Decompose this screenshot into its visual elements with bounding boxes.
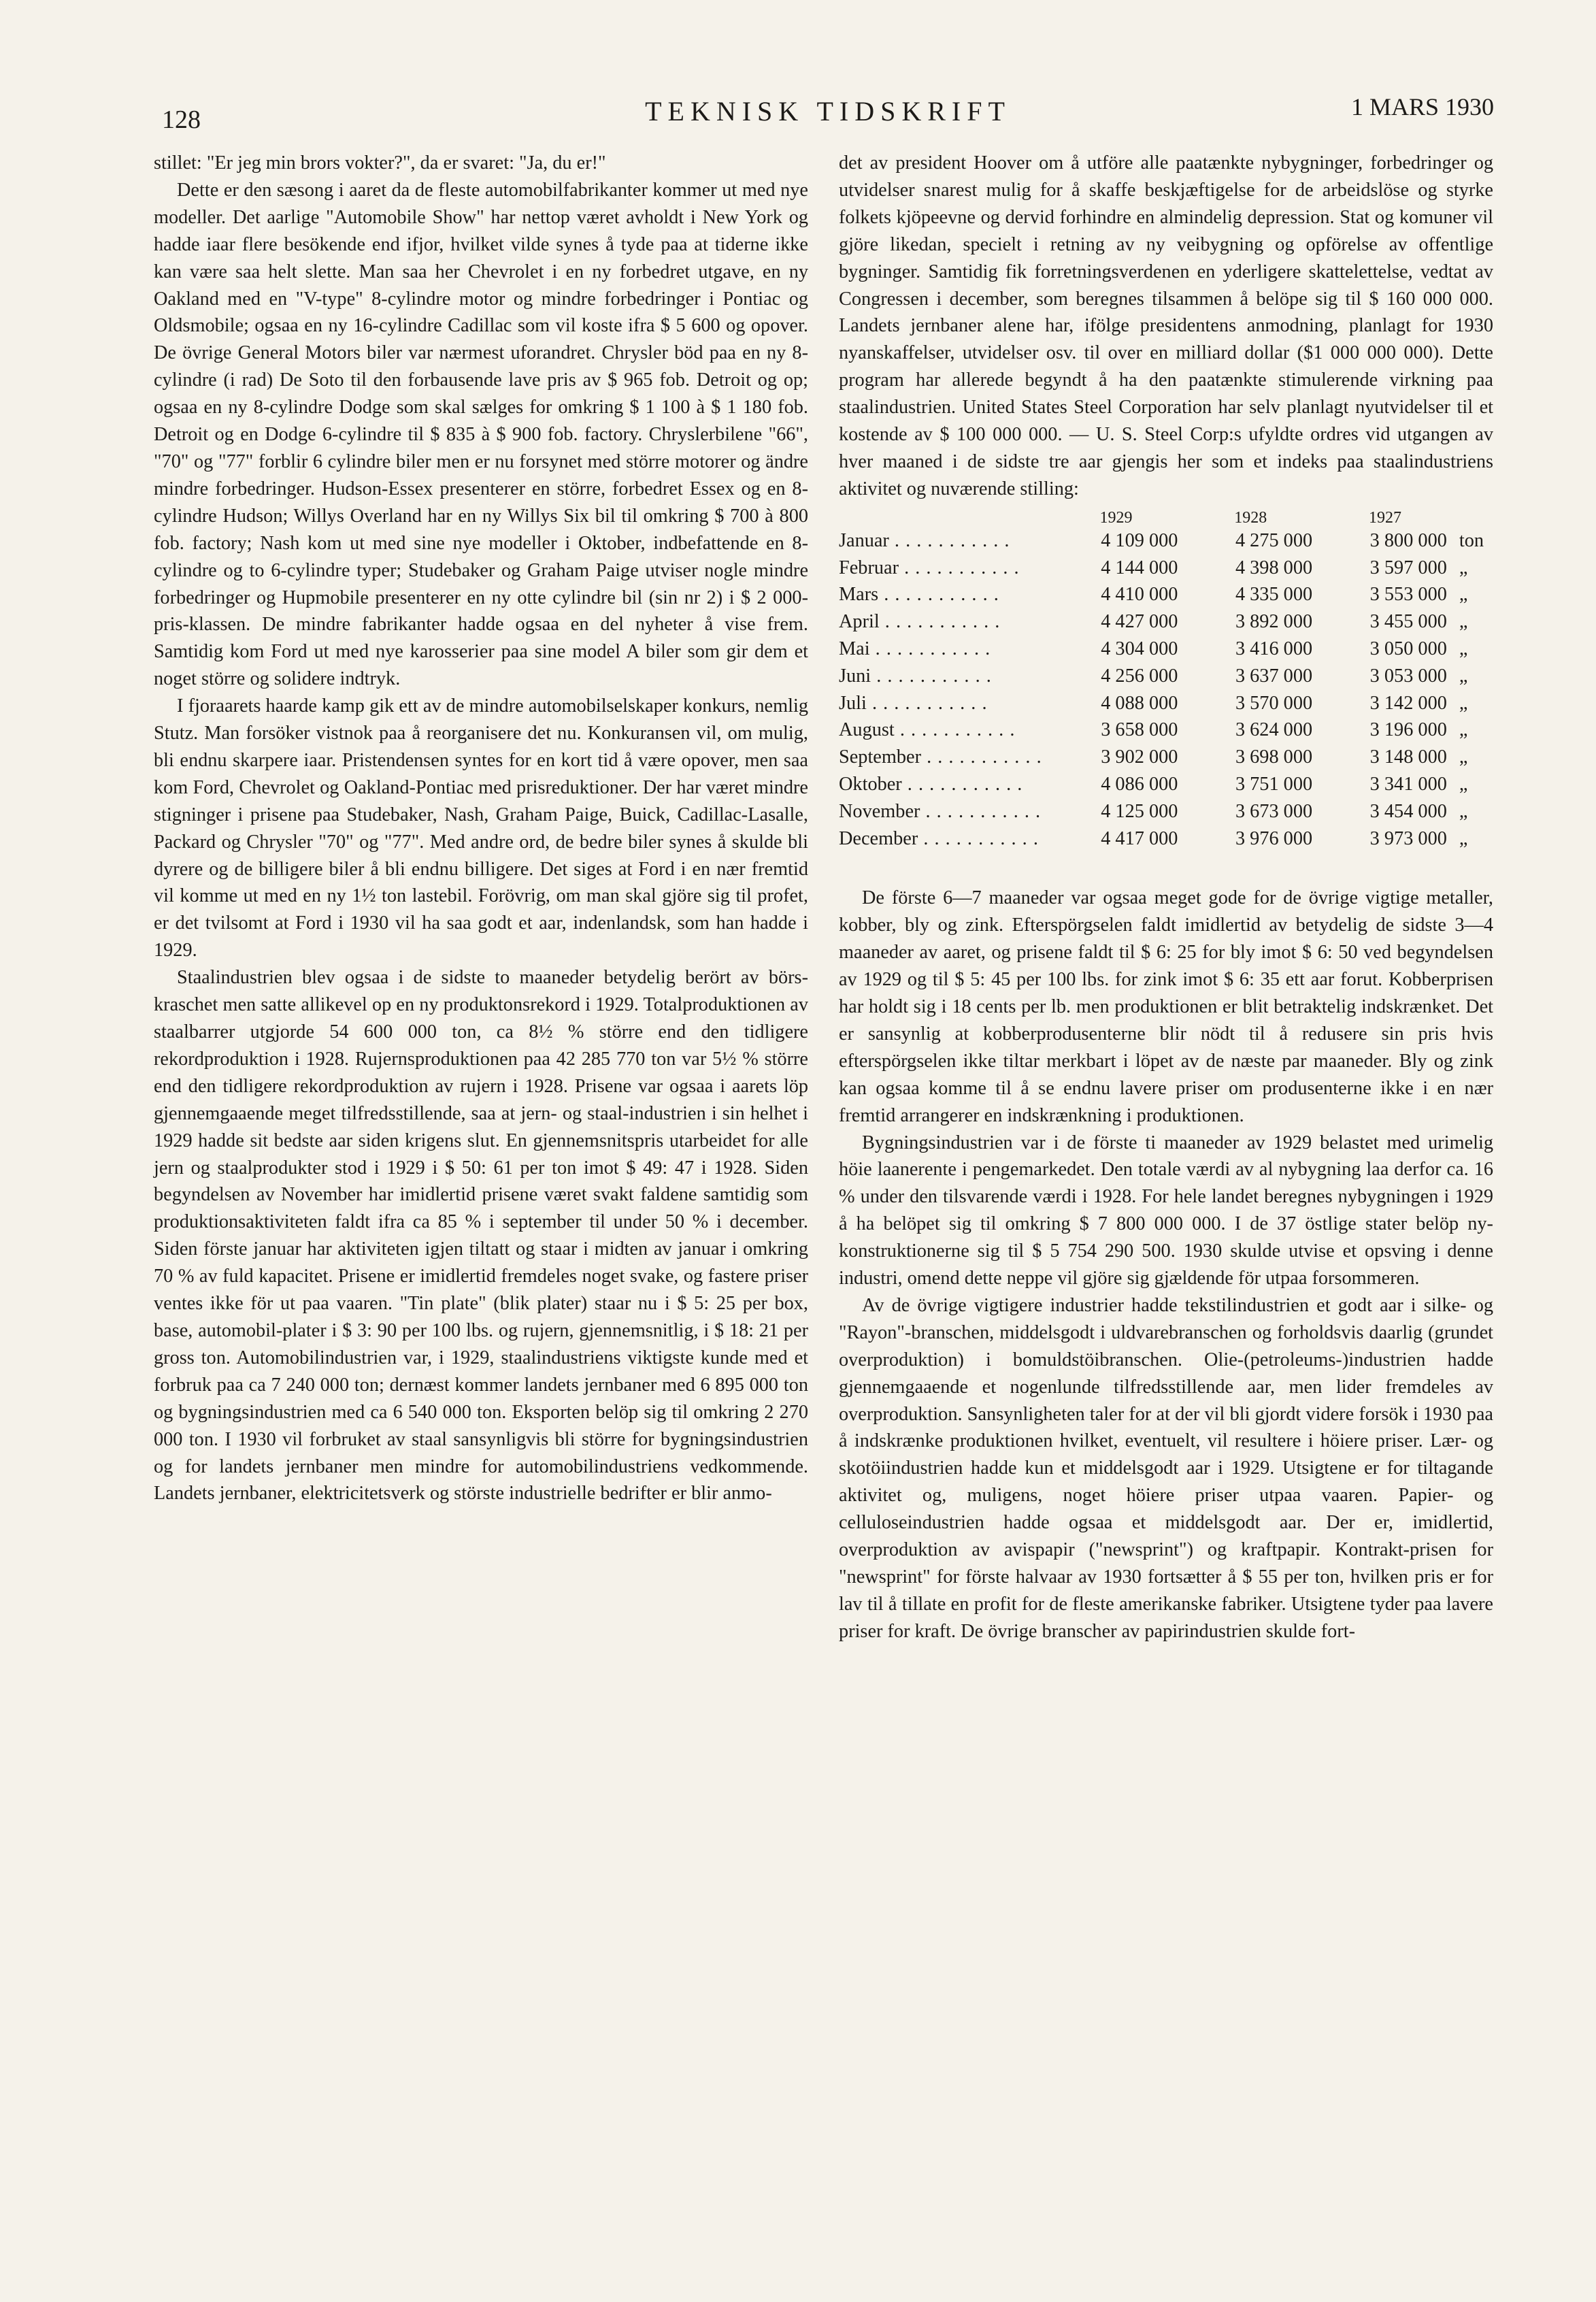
value-1927: 3 341 000 xyxy=(1369,773,1447,795)
value-1929: 4 088 000 xyxy=(1101,692,1178,714)
leader-dots xyxy=(902,774,1023,795)
table-row xyxy=(839,771,1493,798)
paragraph: Staalindustrien blev ogsaa i de sidste to maaneder betydelig berört av börs-kraschet men satte allikevel op en ny produktonsrekord i 1929. Totalproduktionen av staalbarrer utgjorde 54 600 000 ton, ca 8½ % större end den tidligere rekordproduktion i 1928. Rujernsproduktionen paa 42 285 770 ton var 5½ % större end den tidligere rekordproduktion av rujern i 1928. Prisene var ogsaa i aarets löp gjennemgaaende meget tilfredsstillende, saa at jern- og staal-industrien i sin helhet i 1929 hadde sit bedste aar siden krigens slut. En gjennemsnitspris utarbeidet for alle jern og staalprodukter stod i 1929 i $ 50: 61 per ton imot $ 49: 47 i 1928. Siden begyndelsen av November har imidlertid prisene været svakt faldene samtidig som produktionsaktiviteten faldt ifra ca 85 % i september til under 50 % i december. Siden förste januar har aktiviteten igjen tiltatt og staar i midten av januar i omkring 70 % av fuld kapacitet. Prisene er imidlertid fremdeles noget svake, og fastere priser ventes ikke för ut paa vaaren. "Tin plate" (blik plater) staar nu i $ 5: 25 per box, base, automobil-plater i $ 3: 90 per 100 lbs. og rujern, gjennemsnitlig, i $ 18: 21 per gross ton. Automobilindustrien var, i 1929, staalindustriens viktigste kunde med et forbruk paa ca 7 240 000 ton; dernæst kommer landets jernbaner med 6 895 000 ton og bygningsindustrien med ca 6 540 000 ton. Eksporten belöp sig til omkring 2 270 000 ton. I 1930 vil forbruket av staal sansynligvis bli större for bygningsindustrien og for landets jernbaner men mindre for automobilindustriens vedkommende. Landets jernbaner, elektricitetsverk og störste industrielle bedrifter er blir anmo- xyxy=(154,967,808,1504)
table-row xyxy=(839,581,1493,608)
table-header-cell: 1927 xyxy=(1368,508,1401,527)
right-column xyxy=(839,150,1493,1645)
unit-cell: „ xyxy=(1459,692,1468,714)
value-1928: 3 570 000 xyxy=(1235,692,1313,714)
month-cell: April xyxy=(839,611,880,633)
month-cell: Januar xyxy=(839,529,889,551)
value-1928: 3 624 000 xyxy=(1235,719,1313,741)
paragraph: Bygningsindustrien var i de förste ti maaneder av 1929 belastet med urimelig höie laanerente i pengemarkedet. Den totale værdi av al nybygning laa derfor ca. 16 % under den tilsvarende værdi i 1928. For hele landet beregnes nybygningen i 1929 å ha belöpet sig til omkring $ 7 800 000 000. I de 37 östlige stater belöp ny-konstruktionerne sig til $ 5 754 290 500. 1930 skulde utvise et opsving i denne industri, omend dette neppe vil gjöre sig gjældende för utpaa forsommeren. xyxy=(839,1132,1493,1289)
paragraph: Av de övrige vigtigere industrier hadde tekstilindustrien et godt aar i silke- og "Rayon"-branschen, middelsgodt i uldvarebranschen og forholdsvis daarlig (grundet overproduktion) i bomuldstöibranschen. Olie-(petroleums-)industrien hadde gjennemgaaende et nogenlunde tilfredsstillende aar, men lider fremdeles av overproduktion. Sansynligheten taler for at der vil bli gjordt videre forsök i 1930 paa å indskrænke produktionen hvilket, eventuelt, vil resultere i höiere priser. Lær- og skotöiindustrien hadde kun et middelsgodt aar i 1929. Utsigtene er for tiltagande aktivitet og, muligens, noget höiere priser utpaa vaaren. Papier- og celluloseindustrien hadde ogsaa et middelsgodt aar. Der er, imidlertid, overproduktion av avispapir ("newsprint") og kraftpapir. Kontrakt-prisen for "newsprint" for förste halvaar av 1930 fortsætter å $ 55 per ton, hvilken pris er for lav til å tillate en profit for de fleste amerikanske fabriker. Utsigtene tyder paa lavere priser for kraft. De övrige branscher av papirindustrien skulde fort- xyxy=(839,1294,1493,1642)
value-1929: 3 658 000 xyxy=(1101,719,1178,741)
unit-cell: „ xyxy=(1459,827,1468,849)
month-cell: September xyxy=(839,746,922,768)
leader-dots xyxy=(867,693,988,714)
month-cell: Februar xyxy=(839,557,899,578)
leader-dots xyxy=(889,530,1010,551)
value-1927: 3 196 000 xyxy=(1369,719,1447,741)
value-1929: 4 427 000 xyxy=(1101,611,1178,633)
value-1928: 4 275 000 xyxy=(1235,529,1313,551)
value-1929: 4 417 000 xyxy=(1101,827,1178,849)
unit-cell: „ xyxy=(1459,773,1468,795)
paragraph: stillet: "Er jeg min brors vokter?", da er svaret: "Ja, du er!" xyxy=(154,152,606,174)
value-1929: 4 256 000 xyxy=(1101,665,1178,687)
value-1927: 3 050 000 xyxy=(1369,638,1447,659)
table-row xyxy=(839,825,1493,853)
value-1929: 4 086 000 xyxy=(1101,773,1178,795)
page-number: 128 xyxy=(162,105,201,134)
table-row xyxy=(839,608,1493,636)
value-1927: 3 053 000 xyxy=(1369,665,1447,687)
paragraph: I fjoraarets haarde kamp gik ett av de mindre automobilselskaper konkurs, nemlig Stutz. Man forsöker vistnok paa å reorganisere det nu. Konkuransen vil, om mulig, bli endnu skarpere iaar. Pristendensen syntes for en kort tid å være opover, men saa kom Ford, Chevrolet og Oakland-Pontiac med prisreduktioner. Der har været mindre stigninger i prisene paa Studebaker, Nash, Graham Paige, Buick, Cadillac-Lasalle, Packard og Chrysler "70" og "77". Med andre ord, de bedre biler synes å skulde bli dyrere og de billigere biler å bli endnu billigere. Det siges at Ford i en nær fremtid vil komme ut med en ny 1½ ton lastebil. Forövrig, om man skal gjöre sig til profet, er det tvilsomt at Ford i 1930 vil ha saa godt et aar, indenlandsk, som han hadde i 1929. xyxy=(154,695,808,961)
value-1927: 3 455 000 xyxy=(1369,611,1447,633)
value-1928: 3 637 000 xyxy=(1235,665,1313,687)
table-row xyxy=(839,690,1493,717)
value-1929: 4 125 000 xyxy=(1101,800,1178,822)
unit-cell: „ xyxy=(1459,557,1468,578)
value-1929: 3 902 000 xyxy=(1101,746,1178,768)
value-1929: 4 410 000 xyxy=(1101,584,1178,606)
value-1927: 3 142 000 xyxy=(1369,692,1447,714)
table-row xyxy=(839,744,1493,771)
paragraph: det av president Hoover om å utföre alle paatænkte nybygninger, forbedringer og utvidelser snarest mulig for å skaffe beskjæftigelse for de arbeidslöse og styrke folkets kjöpeevne og dervid forhindre en almindelig depression. Stat og komuner vil gjöre likedan, specielt i retning av ny veibygning og opförelse av offentlige bygninger. Samtidig fik forretningsverdenen en yderligere skattelettelse, vedtat av Congressen i december, som beregnes tilsammen å belöpe sig til $ 160 000 000. Landets jernbaner alene har, ifölge presidentens anmodning, planlagt for 1930 nyanskaffelser, utvidelser osv. til over en milliard dollar ($1 000 000 000). Dette program har allerede begyndt å ha den paatænkte stimulerende virkning paa staalindustrien. United States Steel Corporation har selv planlagt nyutvidelser til et kostende av $ 100 000 000. — U. S. Steel Corp:s ufyldte ordres vid utgangen av hver maaned i de sidste tre aar gjengis her som et indeks paa staalindustriens aktivitet og nuværende stilling: xyxy=(839,152,1493,499)
month-cell: Oktober xyxy=(839,773,902,795)
leader-dots xyxy=(870,638,991,659)
table-header-cell: 1928 xyxy=(1234,508,1267,527)
unit-cell: „ xyxy=(1459,665,1468,687)
value-1927: 3 800 000 xyxy=(1369,529,1447,551)
table-header-cell xyxy=(839,508,1049,527)
value-1928: 3 751 000 xyxy=(1235,773,1313,795)
table-row xyxy=(839,798,1493,825)
leader-dots xyxy=(878,584,999,605)
table-row xyxy=(839,636,1493,663)
table-row xyxy=(839,663,1493,690)
left-column xyxy=(154,150,808,1507)
value-1928: 3 976 000 xyxy=(1235,827,1313,849)
journal-title: TEKNISK TIDSKRIFT xyxy=(645,96,1011,127)
value-1928: 4 398 000 xyxy=(1235,557,1313,578)
table-row xyxy=(839,527,1493,555)
value-1928: 4 335 000 xyxy=(1235,584,1313,606)
value-1927: 3 454 000 xyxy=(1369,800,1447,822)
month-cell: August xyxy=(839,719,895,741)
value-1928: 3 416 000 xyxy=(1235,638,1313,659)
value-1929: 4 109 000 xyxy=(1101,529,1178,551)
value-1927: 3 597 000 xyxy=(1369,557,1447,578)
value-1928: 3 673 000 xyxy=(1235,800,1313,822)
month-cell: Mars xyxy=(839,584,879,606)
table-row xyxy=(839,717,1493,744)
unit-cell: „ xyxy=(1459,611,1468,633)
leader-dots xyxy=(921,746,1042,768)
month-cell: November xyxy=(839,800,920,822)
value-1928: 3 698 000 xyxy=(1235,746,1313,768)
leader-dots xyxy=(918,828,1039,849)
table-header-cell: 1929 xyxy=(1099,508,1133,527)
value-1929: 4 144 000 xyxy=(1101,557,1178,578)
issue-date: 1 MARS 1930 xyxy=(1350,93,1494,120)
leader-dots xyxy=(880,611,1001,632)
value-1929: 4 304 000 xyxy=(1101,638,1178,659)
leader-dots xyxy=(899,557,1020,578)
value-1927: 3 148 000 xyxy=(1369,746,1447,768)
unit-cell: „ xyxy=(1459,638,1468,659)
paragraph: Dette er den sæsong i aaret da de fleste automobilfabrikanter kommer ut med nye modeller. Det aarlige "Automobile Show" har nettop været avholdt i New York og hadde iaar flere besökende end ifjor, hvilket vilde synes å tyde paa at tiderne ikke kan være saa helt slette. Man saa her Chevrolet i en ny forbedret utgave, en ny Oakland med en "V-type" 8-cylindre motor og mindre forbedringer i Pontiac og Oldsmobile; ogsaa en ny 16-cylindre Cadillac som vil koste ifra $ 5 600 og opover. De övrige General Motors biler var nærmest uforandret. Chrysler böd paa en ny 8-cylindre (i rad) De Soto til den forbausende lave pris av $ 965 fob. Detroit og op; ogsaa en ny 8-cylindre Dodge som skal sælges for omkring $ 1 100 à $ 1 180 fob. Detroit og en Dodge 6-cylindre til $ 835 à $ 900 fob. factory. Chryslerbilene "66", "70" og "77" forblir 6 cylindre biler men er nu forsynet med större motorer og ändre mindre forbedringer. Hudson-Essex presenterer en större, forbedret Essex og en 8-cylindre Hudson; Willys Overland har en ny Willys Six bil til omkring $ 700 à 800 fob. factory; Nash kom ut med sine nye modeller i Oktober, indbefattende en 8-cylindre og to 6-cylindre typer; Studebaker og Graham Paige utviser nogle mindre forbedringer og Hupmobile presenterer en ny otte cylindre bil (sin nr 2) i $ 2 000-pris-klassen. De mindre fabrikanter hadde ogsaa en del nyheter å vise frem. Samtidig kom Ford ut med nye karosserier paa sine model A biler som gir dem et noget större og solidere indtryk. xyxy=(154,179,808,690)
leader-dots xyxy=(895,719,1016,740)
month-cell: Mai xyxy=(839,638,870,659)
leader-dots xyxy=(920,801,1041,822)
unit-cell: „ xyxy=(1459,746,1468,768)
page-header xyxy=(162,90,1494,137)
value-1927: 3 973 000 xyxy=(1369,827,1447,849)
value-1927: 3 553 000 xyxy=(1369,584,1447,606)
unit-cell: „ xyxy=(1459,719,1468,741)
unit-cell: „ xyxy=(1459,584,1468,606)
table-header-cell xyxy=(1452,508,1493,527)
leader-dots xyxy=(871,665,992,687)
month-cell: December xyxy=(839,827,918,849)
steel-orders-table xyxy=(839,508,1493,853)
table-row xyxy=(839,555,1493,582)
unit-cell: „ xyxy=(1459,800,1468,822)
table-header-row xyxy=(839,508,1493,527)
paragraph: De förste 6—7 maaneder var ogsaa meget gode for de övrige vigtige metaller, kobber, bly og zink. Efterspörgselen faldt imidlertid av betydelig de sidste 3—4 maaneder av aaret, og prisene faldt til $ 6: 25 for bly imot $ 6: 50 ved begyndelsen av 1929 og til $ 5: 45 per 100 lbs. for zink imot $ 6: 35 ett aar forut. Kobberprisen har holdt sig i 18 cents per lb. men produktionen er blit betraktelig indskrænket. Det er sansynlig at kobberprodusenterne blir nödt til å redusere sin pris hvis efterspörgselen ikke tiltar merkbart i löpet av de næste par maaneder. Bly og zink kan ogsaa komme til å se endnu lavere priser om produsenterne ikke i en nær fremtid arrangerer en indskrænkning i produktionen. xyxy=(839,887,1493,1126)
value-1928: 3 892 000 xyxy=(1235,611,1313,633)
month-cell: Juli xyxy=(839,692,867,714)
unit-cell: ton xyxy=(1459,529,1484,551)
table-body xyxy=(839,527,1493,853)
month-cell: Juni xyxy=(839,665,871,687)
